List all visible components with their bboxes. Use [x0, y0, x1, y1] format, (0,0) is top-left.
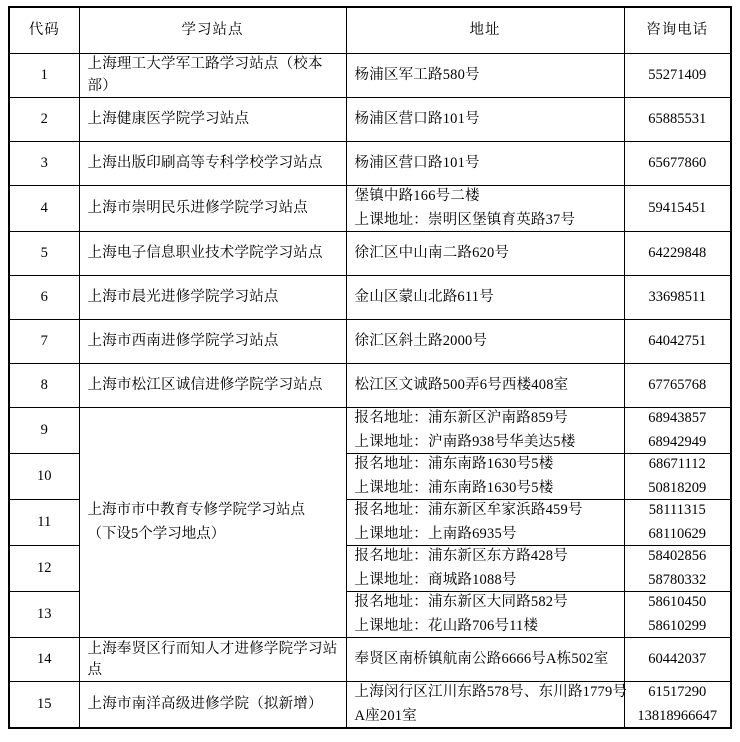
- cell-code: 14: [9, 638, 79, 682]
- text-line: 55271409: [648, 66, 707, 83]
- text-line: 64042751: [648, 333, 707, 350]
- table-row: [9, 98, 731, 142]
- cell-code: 8: [9, 364, 79, 408]
- text-line: 报名地址：浦东新区大同路582号: [354, 594, 568, 611]
- cell-address: [346, 364, 624, 408]
- text-line: 61517290: [648, 684, 707, 701]
- cell-phone: [624, 408, 731, 454]
- cell-code: 10: [9, 454, 79, 500]
- text-line: 报名地址：浦东新区牟家浜路459号: [354, 502, 583, 519]
- cell-address: [346, 232, 624, 276]
- cell-code: 11: [9, 500, 79, 546]
- cell-address: [346, 638, 624, 682]
- cell-site: 上海市松江区诚信进修学院学习站点: [79, 364, 346, 408]
- text-line: 64229848: [648, 245, 707, 262]
- text-line: 33698511: [648, 289, 706, 306]
- cell-code: 1: [9, 54, 79, 98]
- table-row: [9, 276, 731, 320]
- cell-phone: [624, 54, 731, 98]
- cell-site: 上海市崇明民乐进修学院学习站点: [79, 186, 346, 232]
- cell-site: 上海理工大学军工路学习站点（校本部）: [79, 54, 346, 98]
- text-line: 60442037: [648, 651, 707, 668]
- text-line: 堡镇中路166号二楼: [354, 188, 480, 204]
- text-line: 65885531: [648, 110, 707, 127]
- table-row: [9, 682, 731, 729]
- text-line: 68110629: [648, 526, 706, 543]
- cell-address: [346, 454, 624, 500]
- text-line: 杨浦区营口路101号: [354, 154, 480, 171]
- column-header-code: 代码: [9, 7, 79, 54]
- text-line: 报名地址：浦东南路1630号5楼: [354, 456, 554, 473]
- text-line: 上课地址：沪南路938号华美达5楼: [354, 434, 576, 451]
- table-row: [9, 54, 731, 98]
- column-header-site: 学习站点: [79, 7, 346, 54]
- cell-site: 上海奉贤区行而知人才进修学院学习站点: [79, 638, 346, 682]
- table-body: [9, 54, 731, 729]
- table-row: [9, 232, 731, 276]
- cell-site: 上海电子信息职业技术学院学习站点: [79, 232, 346, 276]
- table-row: [9, 364, 731, 408]
- text-line: 58610299: [648, 618, 707, 635]
- cell-phone: [624, 500, 731, 546]
- cell-address: [346, 54, 624, 98]
- text-line: 上课地址：商城路1088号: [354, 572, 517, 589]
- cell-address: [346, 142, 624, 186]
- cell-address: [346, 592, 624, 638]
- text-line: 58111315: [648, 502, 706, 519]
- table-header: [9, 7, 731, 54]
- cell-address: [346, 186, 624, 232]
- cell-phone: [624, 364, 731, 408]
- text-line: 58780332: [648, 572, 707, 589]
- cell-site: 上海健康医学院学习站点: [79, 98, 346, 142]
- text-line: 松江区文诚路500弄6号西楼408室: [354, 377, 569, 394]
- cell-code: 5: [9, 232, 79, 276]
- cell-phone: [624, 320, 731, 364]
- text-line: 上课地址：浦东南路1630号5楼: [354, 480, 554, 497]
- cell-code: 15: [9, 682, 79, 729]
- cell-code: 13: [9, 592, 79, 638]
- text-line: 上课地址：上南路6935号: [354, 526, 517, 543]
- table-row: [9, 408, 731, 454]
- cell-site: 上海市西南进修学院学习站点: [79, 320, 346, 364]
- column-header-address: 地址: [346, 7, 624, 54]
- text-line: 报名地址：浦东新区东方路428号: [354, 548, 568, 565]
- cell-site: 上海出版印刷高等专科学校学习站点: [79, 142, 346, 186]
- cell-code: 7: [9, 320, 79, 364]
- text-line: 68671112: [648, 456, 706, 473]
- text-line: 上课地址：崇明区堡镇育英路37号: [354, 212, 576, 229]
- cell-address: [346, 98, 624, 142]
- cell-phone: [624, 546, 731, 592]
- text-line: 杨浦区军工路580号: [354, 66, 480, 83]
- text-line: 68942949: [648, 434, 707, 451]
- text-line: 58402856: [648, 548, 707, 565]
- cell-site: 上海市南洋高级进修学院（拟新增）: [79, 682, 346, 729]
- table-row: [9, 186, 731, 232]
- cell-phone: [624, 454, 731, 500]
- cell-phone: [624, 186, 731, 232]
- cell-site: 上海市晨光进修学院学习站点: [79, 276, 346, 320]
- cell-phone: [624, 232, 731, 276]
- text-line: 68943857: [648, 410, 707, 427]
- text-line: 金山区蒙山北路611号: [354, 289, 494, 306]
- cell-address: [346, 682, 628, 729]
- cell-phone: [624, 592, 731, 638]
- cell-address: [346, 408, 624, 454]
- text-line: A座201室: [354, 708, 417, 725]
- text-line: 徐汇区斜土路2000号: [354, 333, 488, 350]
- cell-phone: [624, 142, 731, 186]
- text-line: 杨浦区营口路101号: [354, 110, 480, 127]
- table-row: [9, 320, 731, 364]
- cell-phone: [624, 276, 731, 320]
- cell-address: [346, 546, 624, 592]
- cell-phone: [624, 682, 731, 729]
- text-line: 报名地址：浦东新区沪南路859号: [354, 410, 568, 427]
- text-line: 徐汇区中山南二路620号: [354, 245, 510, 262]
- study-station-table-container: [8, 6, 730, 729]
- cell-address: [346, 276, 624, 320]
- text-line: 59415451: [648, 200, 707, 216]
- text-line: 上课地址：花山路706号11楼: [354, 618, 539, 635]
- cell-phone: [624, 638, 731, 682]
- table-row: [9, 142, 731, 186]
- column-header-phone: 咨询电话: [624, 7, 731, 54]
- cell-code: 2: [9, 98, 79, 142]
- text-line: 58610450: [648, 594, 707, 611]
- text-line: 50818209: [648, 480, 707, 497]
- text-line: 上海市市中教育专修学院学习站点: [87, 502, 305, 519]
- table-row: [9, 638, 731, 682]
- cell-code: 6: [9, 276, 79, 320]
- cell-code: 12: [9, 546, 79, 592]
- text-line: 67765768: [648, 377, 707, 394]
- text-line: 13818966647: [637, 708, 718, 725]
- study-station-table: [8, 6, 732, 729]
- text-line: 奉贤区南桥镇航南公路6666号A栋502室: [354, 651, 609, 668]
- cell-site-merged: [79, 408, 346, 638]
- cell-code: 9: [9, 408, 79, 454]
- table-header-row: [9, 7, 731, 54]
- cell-address: [346, 320, 624, 364]
- cell-code: 4: [9, 186, 79, 232]
- text-line: 上海闵行区江川东路578号、东川路1779号: [354, 684, 628, 701]
- cell-address: [346, 500, 624, 546]
- text-line: 65677860: [648, 154, 707, 171]
- cell-code: 3: [9, 142, 79, 186]
- text-line: （下设5个学习地点）: [87, 526, 226, 543]
- cell-phone: [624, 98, 731, 142]
